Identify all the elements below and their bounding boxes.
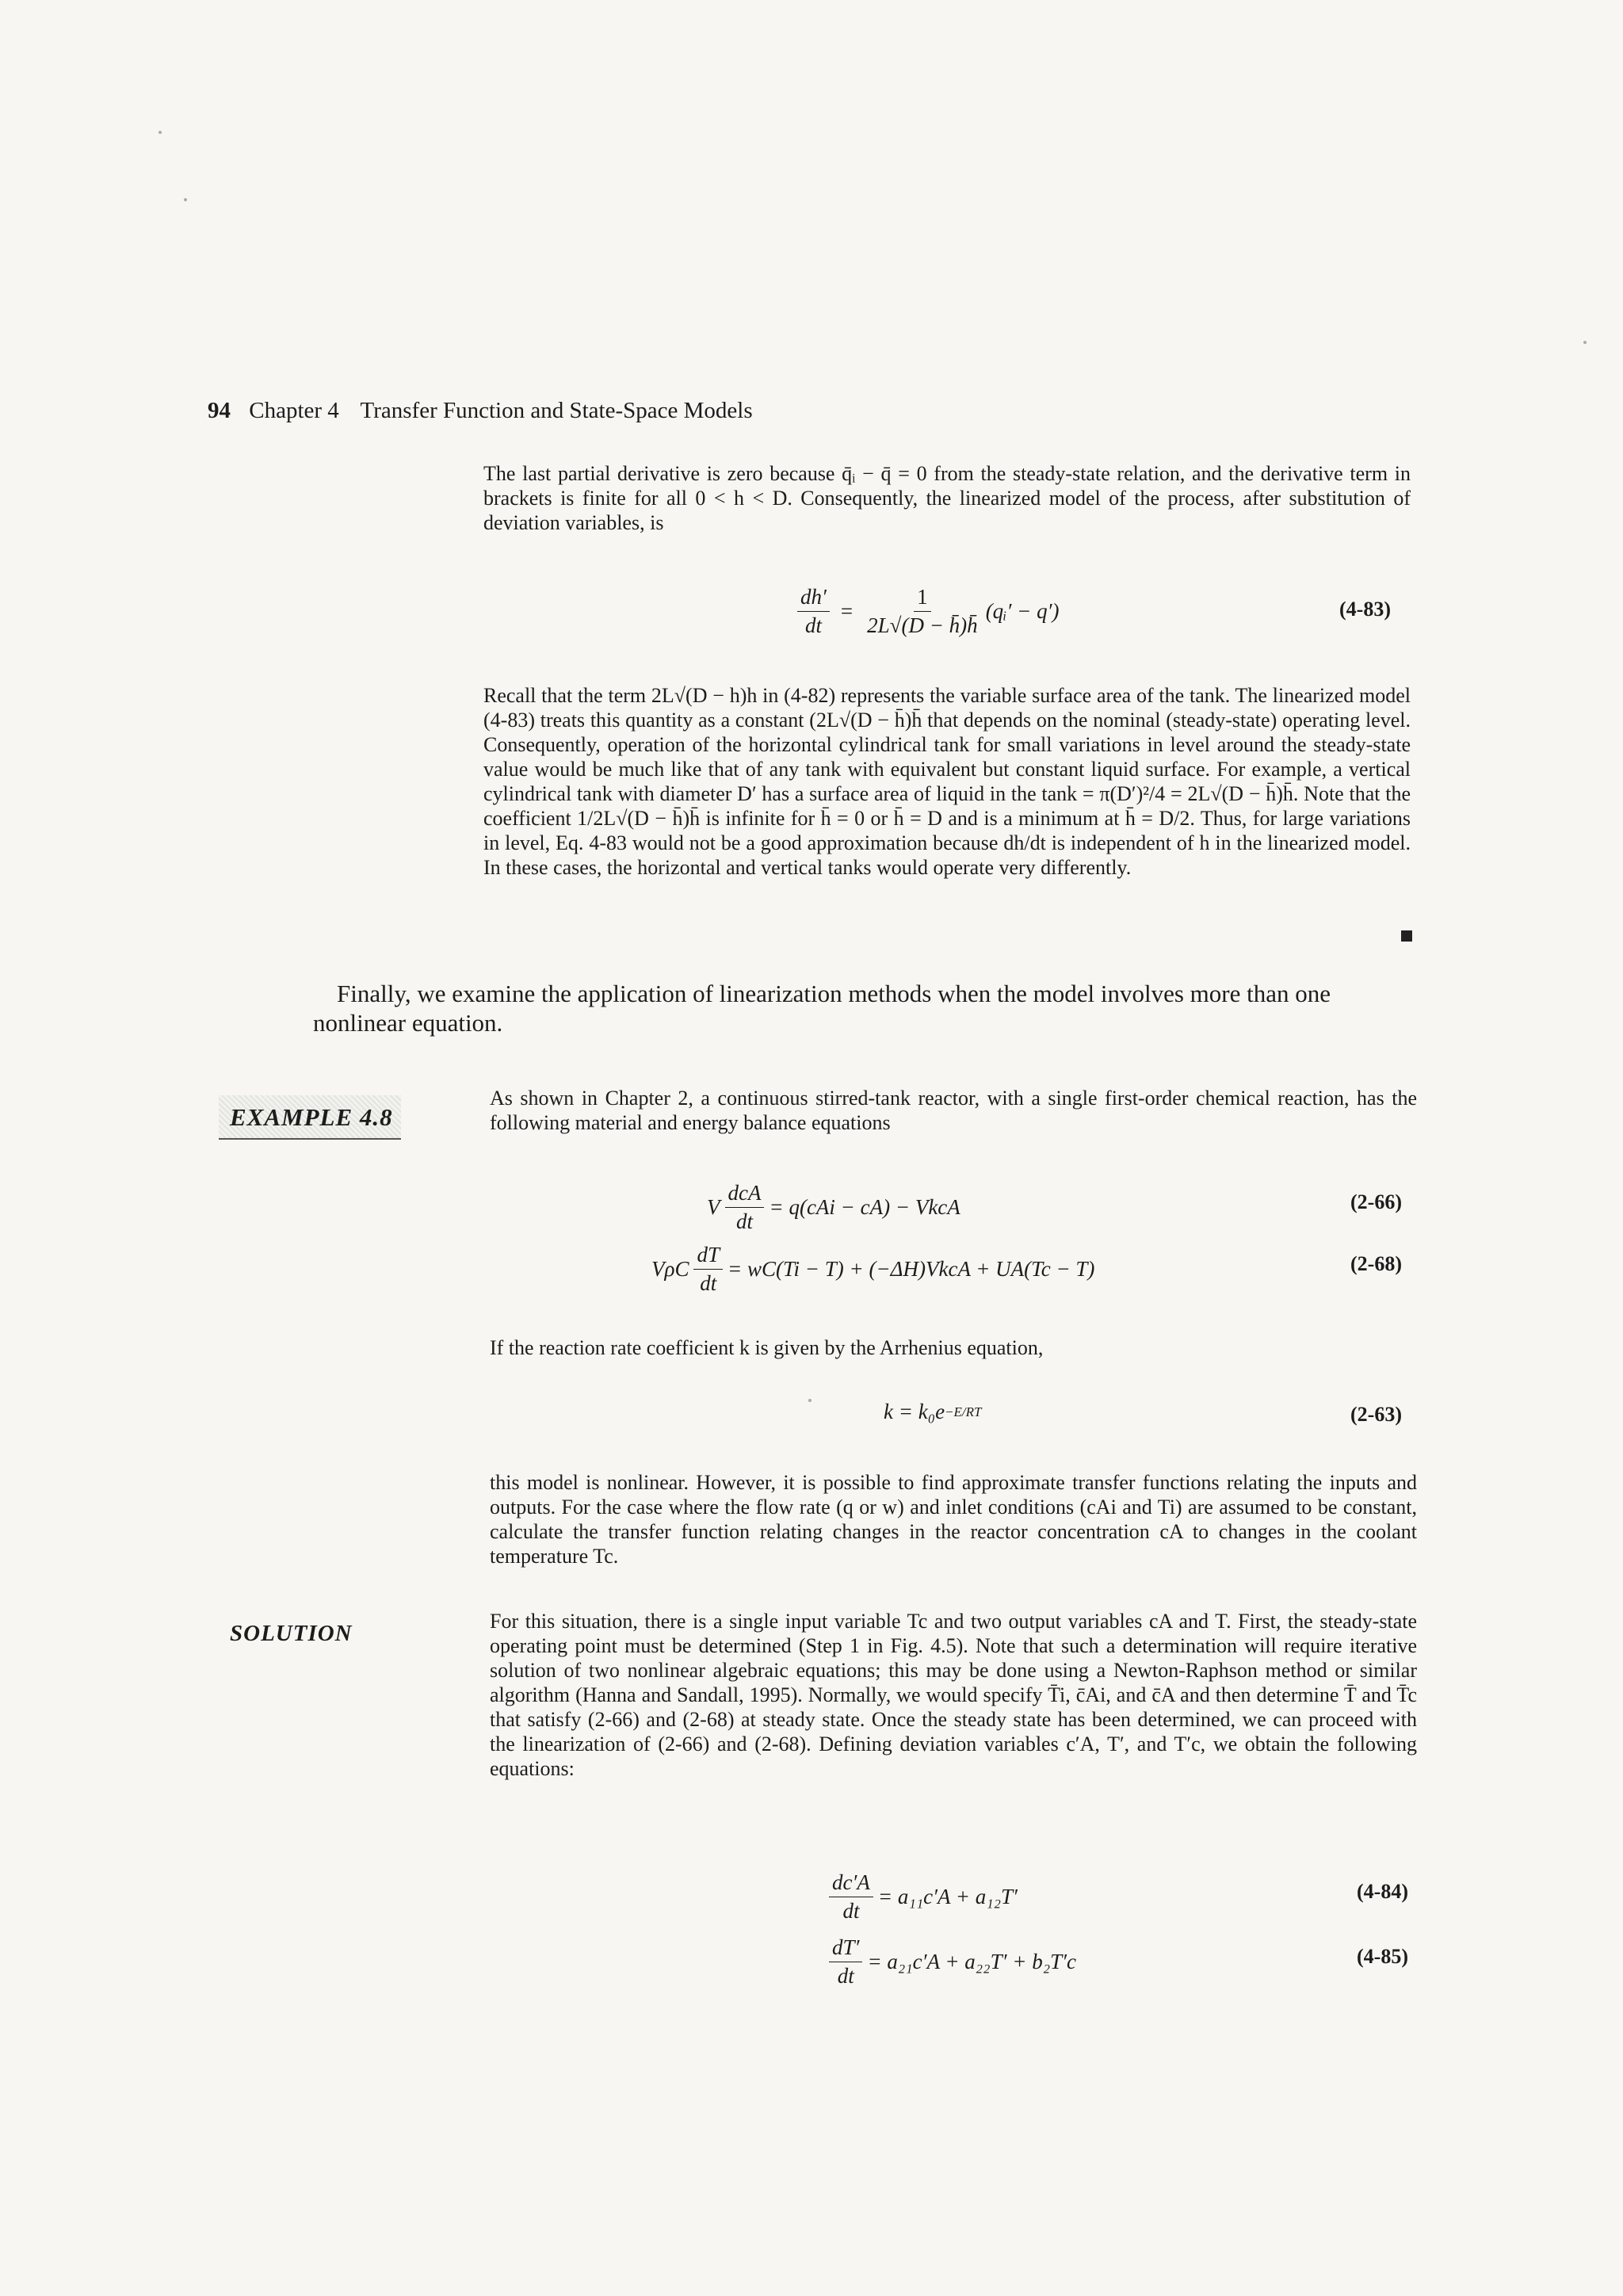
page-number: 94: [208, 398, 231, 423]
chapter-label: Chapter 4: [249, 398, 339, 423]
equation-number: (2-63): [1350, 1403, 1402, 1426]
running-header: [208, 398, 753, 424]
scan-speck: [158, 131, 162, 134]
paragraph-solution: For this situation, there is a single input variable Tc and two output variables cA and T. First, the steady-state operating point must be determined (Step 1 in Fig. 4.5). Note that such a determination will require iterative solution of two nonlinear algebraic equations; this may be done using a Newton-Raphson method or similar algorithm (Hanna and Sandall, 1995). Normally, we would specify T̄i, c̄Ai, and c̄A and then determine T̄ and T̄c that satisfy (2-66) and (2-68) at steady state. Once the steady state has been determined, we can proceed with the linearization of (2-66) and (2-68). Defining deviation variables c′A, T′, and T′c, we obtain the following equations:: [490, 1610, 1417, 1780]
equation-number: (4-83): [1339, 598, 1391, 621]
paragraph-arrhenius: If the reaction rate coefficient k is given by the Arrhenius equation,: [490, 1336, 1044, 1359]
end-of-example-mark: [1401, 930, 1412, 942]
scan-speck: [808, 1399, 812, 1402]
paragraph-example: As shown in Chapter 2, a continuous stirred-tank reactor, with a single first-order chemical reaction, has the following material and energy balance equations: [490, 1087, 1417, 1134]
equation-number: (4-84): [1357, 1880, 1408, 1903]
paragraph-recall: Recall that the term 2L√(D − h)h in (4-82) represents the variable surface area of the tank. The linearized model (4-83) treats this quantity as a constant (2L√(D − h̄)h̄ that depends on the nominal (steady-state) operating level. Consequently, operation of the horizontal cylindrical tank for small variations in level around the steady-state value would be much like that of any tank with equivalent but constant liquid surface. For example, a vertical cylindrical tank with diameter D′ has a surface area of liquid in the tank = π(D′)²/4 = 2L√(D − h̄)h̄. Note that the coefficient 1/2L√(D − h̄)h̄ is infinite for h̄ = 0 or h̄ = D and is a minimum at h̄ = D/2. Thus, for large variations in level, Eq. 4-83 would not be a good approximation because dh/dt is independent of h in the linearized model. In these cases, the horizontal and vertical tanks would operate very differently.: [483, 684, 1411, 879]
equation-2-66: V $\frac{\text{dcA}}{dt}$ = q(cAi − cA) − VkcA: [707, 1181, 960, 1233]
chapter-title: Transfer Function and State-Space Models: [360, 398, 753, 423]
equation-number: (2-68): [1350, 1252, 1402, 1275]
paragraph-intro: The last partial derivative is zero because q̄ᵢ − q̄ = 0 from the steady-state relation, and the derivative term in brackets is finite for all 0 < h < D. Consequently, the linearized model of the process, after substitution of deviation variables, is: [483, 462, 1411, 534]
example-label: EXAMPLE 4.8: [230, 1103, 393, 1131]
equation-2-63: k = k₀e −E/RT: [884, 1400, 982, 1423]
paragraph-nonlinear: this model is nonlinear. However, it is possible to find approximate transfer functions relating the inputs and outputs. For the case where the flow rate (q or w) and inlet conditions (cAi and Ti) are assumed to be constant, calculate the transfer function relating changes in the reactor concentration cA to changes in the coolant temperature Tc.: [490, 1471, 1417, 1568]
eq-rhs-tail: (qᵢ′ − q′): [985, 599, 1060, 623]
eq-rhs-fraction: $\frac{1}{2L√(D - h̄)h̄}$: [867, 585, 978, 637]
scan-speck: [1583, 341, 1587, 344]
paragraph-finally: Finally, we examine the application of linearization methods when the model involves more than one nonlinear equation.: [313, 980, 1331, 1037]
equation-number: (4-85): [1357, 1945, 1408, 1968]
equation-2-68: VρC $\frac{dT}{dt}$ = wC(Ti − T) + (−ΔH)VkcA + UA(Tc − T): [651, 1243, 1095, 1295]
equation-4-83: $\frac{dh'}{dt}$ = $\frac{1}{2L√(D - h̄)h̄}$ (qᵢ′ − q′): [792, 585, 1059, 638]
equation-number: (2-66): [1350, 1190, 1402, 1213]
solution-label: SOLUTION: [230, 1621, 353, 1646]
eq-lhs-fraction: $\frac{dh'}{dt}$: [797, 585, 830, 638]
equation-4-85: $\frac{dT'}{dt}$ = a₂₁c′A + a₂₂T′ + b₂T′c: [824, 1935, 1076, 1988]
scan-speck: [184, 198, 187, 201]
equation-4-84: $\frac{dc'A}{dt}$ = a₁₁c′A + a₁₂T′: [824, 1870, 1018, 1924]
